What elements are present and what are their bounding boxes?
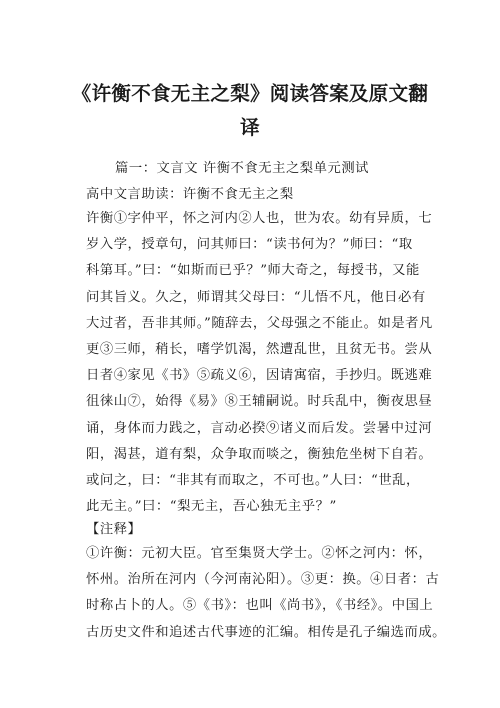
paragraph-line: 岁入学，授章句，问其师曰：“读书何为？”师曰：“取 [86,237,413,253]
paragraph-line: 科第耳。”曰：“如斯而已乎？”师大奇之，每授书，又能 [86,263,420,279]
paragraph-line: 诵，身体而力践之，言动必揆⑨诸义而后发。尝暑中过河 [86,420,433,436]
section-subtitle: 篇一：文言文 许衡不食无主之梨单元测试 [115,161,370,176]
helper-title: 高中文言助读：许衡不食无主之梨 [86,187,294,202]
paragraph-line: 更③三师，稍长，嗜学饥渴，然遭乱世，且贫无书。尝从 [86,341,433,357]
note-line: 时称占卜的人。⑤《书》：也叫《尚书》，《书经》。中国上 [86,598,434,614]
paragraph-line: 问其旨义。久之，师谓其父母曰：“儿悟不凡，他日必有 [86,289,426,305]
paragraph-line: 许衡①字仲平，怀之河内②人也，世为农。幼有异质，七 [86,211,433,226]
paragraph-line: 此无主。”曰：“梨无主，吾心独无主乎？” [86,499,337,515]
paragraph-line: 阳，渴甚，道有梨，众争取而啖之，衡独危坐树下自若。 [86,446,433,462]
title-line: 译 [240,116,260,139]
note-line: 怀州。治所在河内（今河南沁阳）。③更：换。④日者：古 [86,572,440,588]
paragraph-line: 日者④家见《书》⑤疏义⑥，因请寓宿，手抄归。既逃难 [86,368,433,384]
notes-header: 【注释】 [86,522,142,537]
title-line: 《许衡不食无主之梨》阅读答案及原文翻 [71,82,429,105]
paragraph-line: 大过者，吾非其师。”随辞去，父母强之不能止。如是者凡 [86,315,433,331]
paragraph-line: 徂徕山⑦，始得《易》⑧王辅嗣说。时兵乱中，衡夜思昼 [86,394,433,410]
notes-section [86,541,456,646]
note-line: 古历史文件和追述古代事迹的汇编。相传是孔子编选而成。 [86,624,447,640]
document-title [60,77,440,145]
paragraph-line: 或问之，曰：“非其有而取之，不可也。”人曰：“世乱， [86,472,420,488]
note-line: ①许衡：元初大臣。官至集贤大学士。②怀之河内：怀， [86,546,433,561]
main-paragraph [86,206,456,520]
